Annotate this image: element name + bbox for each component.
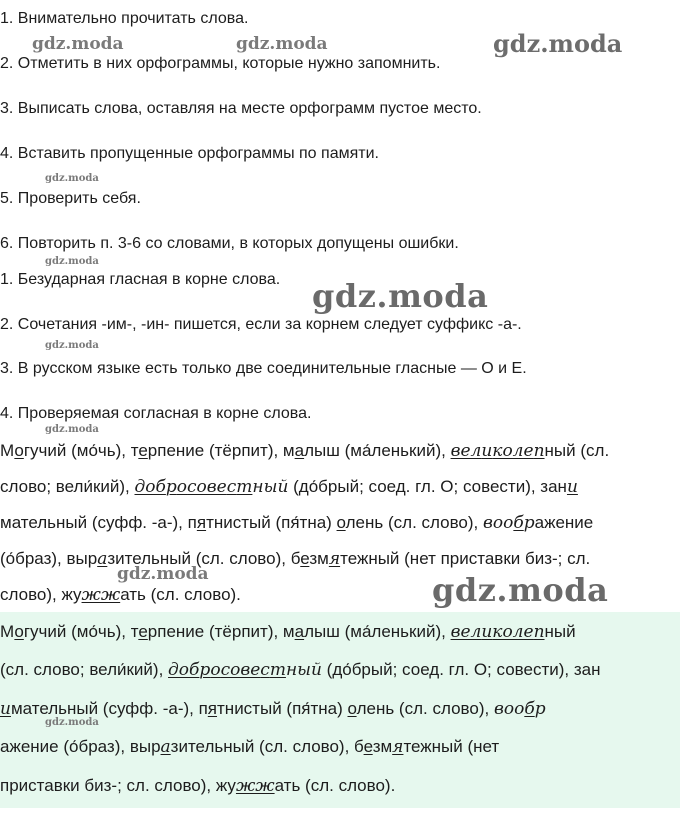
watermark: gdz.moda: [45, 717, 99, 728]
rule-1: 1. Безударная гласная в корне слова.: [0, 271, 281, 288]
step-6: 6. Повторить п. 3-6 со словами, в которых допущены ошибки.: [0, 235, 459, 252]
rule-2: 2. Сочетания -им-, -ин- пишется, если за корнем следует суффикс -а-.: [0, 316, 522, 333]
watermark: gdz.moda: [45, 256, 99, 267]
green-line-4: ажение (о́браз), выразительный (сл. слово), безмятежный (нет: [0, 737, 500, 757]
watermark: gdz.moda: [32, 34, 124, 54]
step-5: 5. Проверить себя.: [0, 190, 141, 207]
watermark: gdz.moda: [432, 571, 609, 609]
watermark: gdz.moda: [312, 277, 489, 315]
watermark: gdz.moda: [236, 34, 328, 54]
step-4: 4. Вставить пропущенные орфограммы по памяти.: [0, 145, 379, 162]
step-1: 1. Внимательно прочитать слова.: [0, 10, 249, 27]
answer-line-3: мательный (суфф. -а-), пятнистый (пя́тна) олень (сл. слово), воображение: [0, 513, 594, 533]
watermark: gdz.moda: [493, 29, 623, 58]
answer-line-2: слово; вели́кий), добросовестный (до́брый; соед. гл. О; совести), зани: [0, 477, 578, 497]
watermark: gdz.moda: [45, 424, 99, 435]
answer-line-4: (о́браз), выразительный (сл. слово), безмятежный (нет приставки биз-; сл.: [0, 549, 591, 569]
green-line-5: приставки биз-; сл. слово), жужжать (сл. слово).: [0, 776, 396, 796]
step-3: 3. Выписать слова, оставляя на месте орфограмм пустое место.: [0, 100, 482, 117]
green-line-3: имательный (суфф. -а-), пятнистый (пя́тна) олень (сл. слово), вообр: [0, 699, 546, 719]
green-line-2: (сл. слово; вели́кий), добросовестный (до́брый; соед. гл. О; совести), зан: [0, 660, 601, 680]
answer-line-5: слово), жужжать (сл. слово).: [0, 585, 241, 605]
rule-3: 3. В русском языке есть только две соединительные гласные — О и Е.: [0, 360, 527, 377]
green-line-1: Могучий (мо́чь), терпение (тёрпит), малыш (ма́ленький), великолепный: [0, 622, 576, 642]
watermark: gdz.moda: [117, 564, 209, 584]
answer-line-1: Могучий (мо́чь), терпение (тёрпит), малыш (ма́ленький), великолепный (сл.: [0, 441, 610, 461]
watermark: gdz.moda: [45, 173, 99, 184]
watermark: gdz.moda: [45, 340, 99, 351]
rule-4: 4. Проверяемая согласная в корне слова.: [0, 405, 312, 422]
step-2: 2. Отметить в них орфограммы, которые нужно запомнить.: [0, 55, 441, 72]
